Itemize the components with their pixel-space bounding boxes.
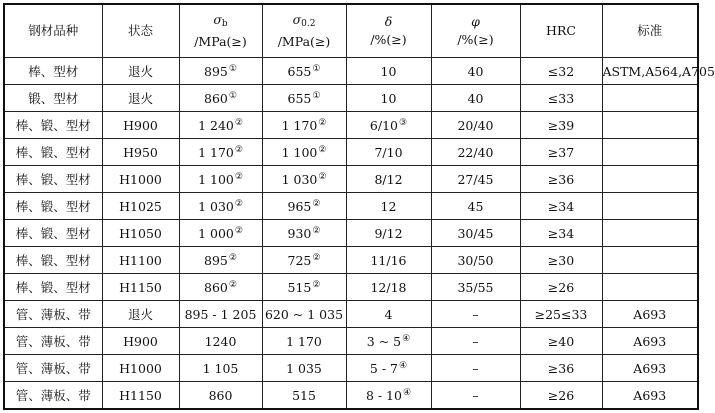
cell-sigma-02: 725② <box>262 247 346 274</box>
cell-phi: 35/55 <box>431 274 520 301</box>
cell-phi: 40 <box>431 58 520 85</box>
table-row <box>4 247 698 274</box>
footnote-marker: ② <box>228 279 237 290</box>
cell-grade-type: 锻、型材 <box>4 85 102 112</box>
cell-sigma-02: 655① <box>262 58 346 85</box>
cell-grade-type: 棒、锻、型材 <box>4 166 102 193</box>
footnote-marker: ② <box>318 144 327 155</box>
cell-phi: – <box>431 328 520 355</box>
cell-state: H1150 <box>102 274 179 301</box>
header-grade-type: 钢材品种 <box>4 4 102 58</box>
header-standard: 标准 <box>602 4 698 58</box>
footnote-marker: ① <box>312 90 321 101</box>
cell-hrc: ≥30 <box>520 247 602 274</box>
footnote-marker: ② <box>234 171 243 182</box>
table-row <box>4 193 698 220</box>
cell-standard: A693 <box>602 382 698 410</box>
cell-state: H1000 <box>102 355 179 382</box>
footnote-marker: ④ <box>402 333 411 344</box>
cell-delta: 5 - 7④ <box>346 355 431 382</box>
cell-state: H900 <box>102 112 179 139</box>
cell-standard <box>602 85 698 112</box>
cell-state: H1100 <box>102 247 179 274</box>
cell-delta: 4 <box>346 301 431 328</box>
cell-phi: 30/45 <box>431 220 520 247</box>
cell-standard <box>602 274 698 301</box>
cell-state: H1150 <box>102 382 179 410</box>
cell-phi: 40 <box>431 85 520 112</box>
cell-sigma-b: 860① <box>179 85 262 112</box>
cell-phi: 20/40 <box>431 112 520 139</box>
cell-state: H1025 <box>102 193 179 220</box>
footnote-marker: ① <box>228 90 237 101</box>
table-body <box>4 58 715 410</box>
cell-phi: – <box>431 301 520 328</box>
cell-sigma-02: 1 030② <box>262 166 346 193</box>
cell-state: H1000 <box>102 166 179 193</box>
footnote-marker: ② <box>318 117 327 128</box>
table-row <box>4 139 698 166</box>
cell-grade-type: 棒、锻、型材 <box>4 112 102 139</box>
cell-state: H950 <box>102 139 179 166</box>
cell-hrc: ≥36 <box>520 355 602 382</box>
cell-sigma-02: 515 <box>262 382 346 410</box>
header-state: 状态 <box>102 4 179 58</box>
table-row <box>4 85 698 112</box>
cell-hrc: ≥26 <box>520 274 602 301</box>
cell-sigma-b: 1 170② <box>179 139 262 166</box>
cell-hrc: ≥39 <box>520 112 602 139</box>
cell-grade-type: 管、薄板、带 <box>4 301 102 328</box>
cell-hrc: ≥34 <box>520 193 602 220</box>
footnote-marker: ② <box>312 225 321 236</box>
cell-standard: A693 <box>602 355 698 382</box>
cell-sigma-b: 1 030② <box>179 193 262 220</box>
footnote-marker: ② <box>234 198 243 209</box>
table-row <box>4 274 698 301</box>
cell-delta: 8 - 10④ <box>346 382 431 410</box>
cell-delta: 12 <box>346 193 431 220</box>
cell-hrc: ≥36 <box>520 166 602 193</box>
cell-hrc: ≥26 <box>520 382 602 410</box>
cell-delta: 6/10③ <box>346 112 431 139</box>
table-row <box>4 301 698 328</box>
cell-grade-type: 管、薄板、带 <box>4 355 102 382</box>
footnote-marker: ② <box>234 117 243 128</box>
cell-sigma-02: 655① <box>262 85 346 112</box>
cell-delta: 3 ~ 5④ <box>346 328 431 355</box>
cell-hrc: ≥37 <box>520 139 602 166</box>
footnote-marker: ④ <box>399 360 408 371</box>
cell-grade-type: 棒、型材 <box>4 58 102 85</box>
cell-sigma-02: 515② <box>262 274 346 301</box>
cell-grade-type: 棒、锻、型材 <box>4 220 102 247</box>
cell-state: H900 <box>102 328 179 355</box>
table-row <box>4 382 698 410</box>
footnote-marker: ① <box>228 63 237 74</box>
cell-phi: – <box>431 382 520 410</box>
table-row <box>4 58 698 85</box>
cell-standard <box>602 166 698 193</box>
cell-grade-type: 管、薄板、带 <box>4 328 102 355</box>
cell-phi: 30/50 <box>431 247 520 274</box>
cell-sigma-b: 895① <box>179 58 262 85</box>
cell-sigma-02: 1 035 <box>262 355 346 382</box>
cell-sigma-02: 1 170② <box>262 112 346 139</box>
cell-standard <box>602 193 698 220</box>
cell-grade-type: 棒、锻、型材 <box>4 139 102 166</box>
footnote-marker: ③ <box>399 117 408 128</box>
cell-phi: 45 <box>431 193 520 220</box>
cell-delta: 11/16 <box>346 247 431 274</box>
cell-sigma-b: 895 - 1 205 <box>179 301 262 328</box>
cell-sigma-02: 930② <box>262 220 346 247</box>
cell-grade-type: 棒、锻、型材 <box>4 193 102 220</box>
header-sigma-02: $\sigma_{0.2}$ /MPa(≥) <box>262 4 346 58</box>
cell-phi: – <box>431 355 520 382</box>
header-delta: δ /%(≥) <box>346 4 431 58</box>
cell-hrc: ≥34 <box>520 220 602 247</box>
header-phi: φ /%(≥) <box>431 4 520 58</box>
cell-delta: 10 <box>346 85 431 112</box>
cell-delta: 10 <box>346 58 431 85</box>
cell-state: 退火 <box>102 85 179 112</box>
cell-sigma-b: 1240 <box>179 328 262 355</box>
cell-hrc: ≥25≤33 <box>520 301 602 328</box>
cell-state: 退火 <box>102 301 179 328</box>
cell-sigma-b: 1 105 <box>179 355 262 382</box>
cell-hrc: ≥40 <box>520 328 602 355</box>
footnote-marker: ① <box>312 63 321 74</box>
cell-hrc: ≤32 <box>520 58 602 85</box>
properties-table <box>3 3 715 410</box>
footnote-marker: ④ <box>402 387 412 398</box>
table-row <box>4 355 698 382</box>
footnote-marker: ② <box>318 171 327 182</box>
header-sigma-b: $\sigma_b$ /MPa(≥) <box>179 4 262 58</box>
footnote-marker: ② <box>234 144 243 155</box>
cell-sigma-b: 1 240② <box>179 112 262 139</box>
cell-state: H1050 <box>102 220 179 247</box>
footnote-marker: ② <box>312 198 321 209</box>
cell-sigma-02: 965② <box>262 193 346 220</box>
cell-grade-type: 棒、锻、型材 <box>4 247 102 274</box>
cell-sigma-02: 1 100② <box>262 139 346 166</box>
table-row <box>4 166 698 193</box>
cell-standard: A693 <box>602 328 698 355</box>
cell-standard: ASTM,A564,A705 <box>602 58 698 85</box>
cell-standard: A693 <box>602 301 698 328</box>
cell-delta: 8/12 <box>346 166 431 193</box>
cell-state: 退火 <box>102 58 179 85</box>
cell-phi: 27/45 <box>431 166 520 193</box>
table-row <box>4 112 698 139</box>
cell-grade-type: 棒、锻、型材 <box>4 274 102 301</box>
cell-standard <box>602 112 698 139</box>
footnote-marker: ② <box>312 252 321 263</box>
footnote-marker: ② <box>234 225 243 236</box>
table-row <box>4 328 698 355</box>
cell-standard <box>602 220 698 247</box>
cell-sigma-b: 895② <box>179 247 262 274</box>
cell-sigma-b: 1 100② <box>179 166 262 193</box>
cell-delta: 12/18 <box>346 274 431 301</box>
cell-standard <box>602 247 698 274</box>
cell-delta: 7/10 <box>346 139 431 166</box>
cell-standard <box>602 139 698 166</box>
cell-sigma-b: 1 000② <box>179 220 262 247</box>
header-row <box>4 4 698 58</box>
cell-phi: 22/40 <box>431 139 520 166</box>
table-row <box>4 220 698 247</box>
cell-grade-type: 管、薄板、带 <box>4 382 102 410</box>
cell-delta: 9/12 <box>346 220 431 247</box>
footnote-marker: ② <box>312 279 321 290</box>
header-hrc: HRC <box>520 4 602 58</box>
cell-sigma-02: 1 170 <box>262 328 346 355</box>
cell-hrc: ≤33 <box>520 85 602 112</box>
cell-sigma-b: 860 <box>179 382 262 410</box>
cell-sigma-02: 620 ~ 1 035 <box>262 301 346 328</box>
footnote-marker: ② <box>228 252 237 263</box>
cell-sigma-b: 860② <box>179 274 262 301</box>
